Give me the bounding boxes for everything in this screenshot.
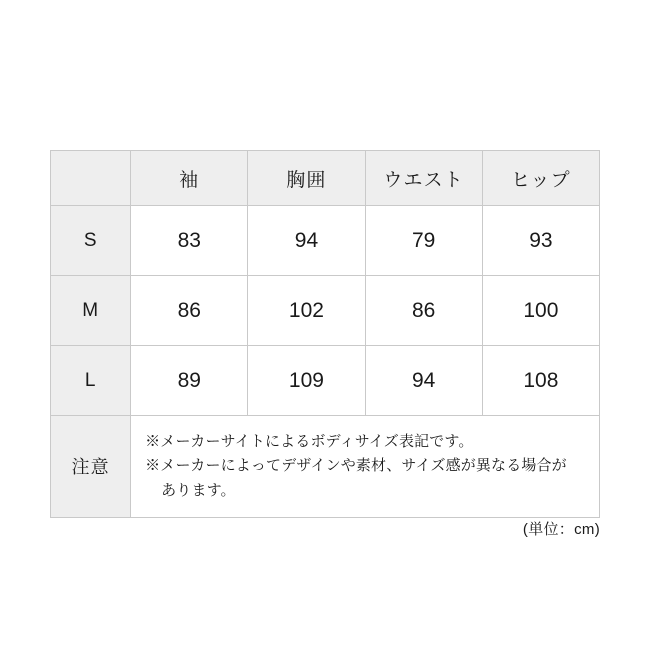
note-line-3: あります。 (161, 481, 236, 499)
table-row (51, 206, 600, 276)
cell-m-chest: 102 (248, 276, 365, 346)
cell-l-chest: 109 (248, 346, 365, 416)
cell-l-hip: 108 (482, 346, 599, 416)
cell-s-chest: 94 (248, 206, 365, 276)
size-table-container (50, 150, 600, 518)
table-note-row (51, 416, 600, 518)
table-row (51, 346, 600, 416)
table-header-row (51, 151, 600, 206)
note-line-1: ※メーカーサイトによるボディサイズ表記です。 (145, 433, 474, 450)
cell-l-sleeve: 89 (131, 346, 248, 416)
size-table (50, 150, 600, 518)
cell-s-sleeve: 83 (131, 206, 248, 276)
row-label-l: L (51, 346, 131, 416)
row-label-s: S (51, 206, 131, 276)
cell-m-sleeve: 86 (131, 276, 248, 346)
cell-s-waist: 79 (365, 206, 482, 276)
column-header-chest: 胸囲 (248, 151, 365, 206)
table-corner-cell (51, 151, 131, 206)
note-label: 注意 (51, 416, 131, 518)
cell-m-hip: 100 (482, 276, 599, 346)
column-header-sleeve: 袖 (131, 151, 248, 206)
note-text (131, 416, 600, 518)
note-line-2: ※メーカーによってデザインや素材、サイズ感が異なる場合が (145, 457, 567, 475)
cell-m-waist: 86 (365, 276, 482, 346)
cell-l-waist: 94 (365, 346, 482, 416)
row-label-m: M (51, 276, 131, 346)
unit-note: (単位：cm) (522, 521, 600, 538)
column-header-hip: ヒップ (482, 151, 599, 206)
cell-s-hip: 93 (482, 206, 599, 276)
column-header-waist: ウエスト (365, 151, 482, 206)
table-row (51, 276, 600, 346)
